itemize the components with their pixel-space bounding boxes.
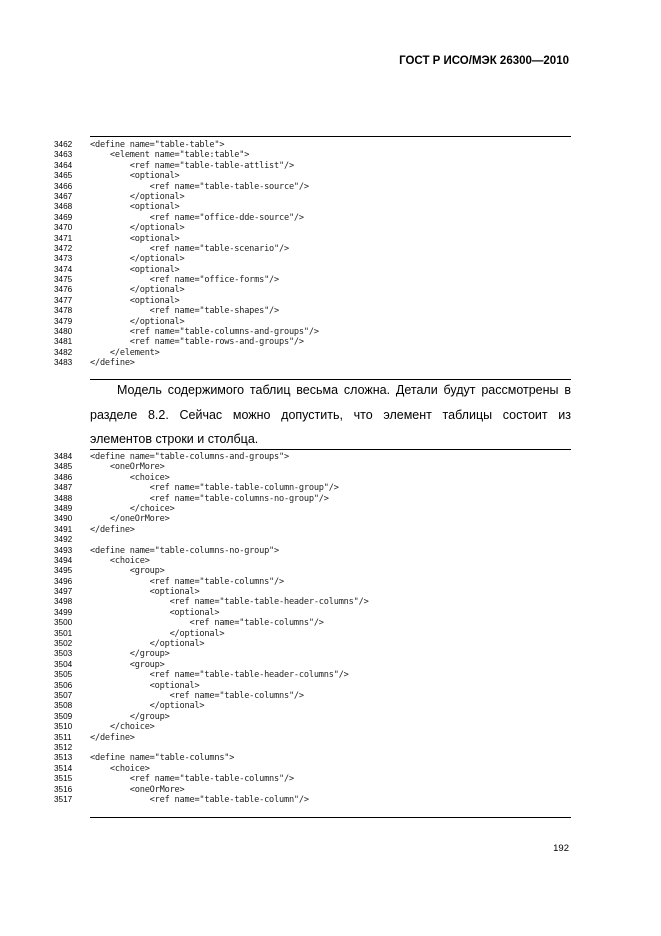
code-line <box>54 306 574 316</box>
line-number: 3514 <box>54 763 73 773</box>
code-text: <optional> <box>90 680 200 691</box>
line-number: 3482 <box>54 347 73 357</box>
line-number: 3464 <box>54 160 73 170</box>
code-text: <optional> <box>90 264 180 275</box>
line-number: 3475 <box>54 275 73 285</box>
line-number: 3487 <box>54 483 73 493</box>
line-number: 3479 <box>54 316 73 326</box>
code-text: <optional> <box>90 202 180 213</box>
code-text: <group> <box>90 566 165 577</box>
code-line <box>54 473 574 483</box>
code-text: <ref name="table-columns"/> <box>90 618 324 629</box>
document-header: ГОСТ Р ИСО/МЭК 26300—2010 <box>399 55 569 67</box>
line-number: 3484 <box>54 452 73 461</box>
code-text: <ref name="table-table-attlist"/> <box>90 160 294 171</box>
code-line <box>54 192 574 202</box>
code-line <box>54 254 574 264</box>
code-text: </define> <box>90 732 135 743</box>
line-number: 3496 <box>54 576 73 586</box>
code-text: </choice> <box>90 722 155 733</box>
code-line <box>54 649 574 659</box>
code-line <box>54 275 574 285</box>
line-number: 3502 <box>54 639 73 649</box>
code-text: <choice> <box>90 472 170 483</box>
line-number: 3491 <box>54 524 73 534</box>
code-text: </optional> <box>90 639 205 650</box>
code-line <box>54 140 574 150</box>
code-line <box>54 795 574 805</box>
line-number: 3474 <box>54 264 73 274</box>
code-text: <ref name="table-table-columns"/> <box>90 774 294 785</box>
code-text: <choice> <box>90 555 150 566</box>
line-number: 3516 <box>54 784 73 794</box>
code-text: <ref name="table-table-source"/> <box>90 181 309 192</box>
code-text: </optional> <box>90 628 225 639</box>
code-line <box>54 327 574 337</box>
code-line <box>54 764 574 774</box>
code-text: </define> <box>90 358 135 369</box>
code-line <box>54 660 574 670</box>
line-number: 3490 <box>54 514 73 524</box>
code-line <box>54 504 574 514</box>
code-text: <optional> <box>90 295 180 306</box>
line-number: 3507 <box>54 690 73 700</box>
code-line <box>54 462 574 472</box>
code-line <box>54 597 574 607</box>
code-text: <element name="table:table"> <box>90 150 250 161</box>
line-number: 3472 <box>54 243 73 253</box>
code-text: <ref name="table-table-column"/> <box>90 794 309 805</box>
line-number: 3463 <box>54 150 73 160</box>
top-rule-2 <box>90 449 571 450</box>
code-text: </optional> <box>90 285 185 296</box>
code-text: <ref name="table-table-header-columns"/> <box>90 597 369 608</box>
line-number: 3517 <box>54 794 73 804</box>
code-line <box>54 202 574 212</box>
line-number: 3471 <box>54 233 73 243</box>
code-line <box>54 670 574 680</box>
code-text: <ref name="table-table-header-columns"/> <box>90 670 349 681</box>
code-line <box>54 753 574 763</box>
code-line <box>54 182 574 192</box>
line-number: 3498 <box>54 597 73 607</box>
code-line <box>54 265 574 275</box>
line-number: 3493 <box>54 545 73 555</box>
line-number: 3466 <box>54 181 73 191</box>
line-number: 3478 <box>54 306 73 316</box>
code-line <box>54 337 574 347</box>
code-line <box>54 618 574 628</box>
line-number: 3462 <box>54 140 73 149</box>
code-text: </optional> <box>90 254 185 265</box>
code-text: <ref name="office-dde-source"/> <box>90 212 304 223</box>
line-number: 3481 <box>54 337 73 347</box>
line-number: 3469 <box>54 212 73 222</box>
code-text: <optional> <box>90 587 200 598</box>
code-line <box>54 587 574 597</box>
code-text: </group> <box>90 711 170 722</box>
code-text: <ref name="table-columns-no-group"/> <box>90 493 329 504</box>
code-text: </oneOrMore> <box>90 514 170 525</box>
line-number: 3503 <box>54 649 73 659</box>
code-text: </optional> <box>90 701 205 712</box>
code-text: </element> <box>90 347 160 358</box>
code-text: <ref name="table-rows-and-groups"/> <box>90 337 304 348</box>
line-number: 3473 <box>54 254 73 264</box>
line-number: 3476 <box>54 285 73 295</box>
line-number: 3497 <box>54 587 73 597</box>
line-number: 3494 <box>54 555 73 565</box>
code-line <box>54 556 574 566</box>
code-text: <ref name="table-table-column-group"/> <box>90 483 339 494</box>
line-number: 3465 <box>54 171 73 181</box>
code-text: <define name="table-columns-no-group"> <box>90 545 280 556</box>
line-number: 3488 <box>54 493 73 503</box>
code-line <box>54 244 574 254</box>
line-number: 3480 <box>54 327 73 337</box>
line-number: 3509 <box>54 711 73 721</box>
code-line <box>54 546 574 556</box>
code-line <box>54 171 574 181</box>
code-line <box>54 712 574 722</box>
code-line <box>54 358 574 368</box>
code-line <box>54 535 574 545</box>
code-text: <ref name="table-columns"/> <box>90 576 284 587</box>
line-number: 3504 <box>54 659 73 669</box>
line-number: 3513 <box>54 753 73 763</box>
code-text: <define name="table-columns-and-groups"> <box>90 452 289 462</box>
code-line <box>54 223 574 233</box>
code-line <box>54 774 574 784</box>
line-number: 3495 <box>54 566 73 576</box>
body-paragraph: Модель содержимого таблиц весьма сложна. Детали будут рассмотрены в разделе 8.2. Сейчас можно допустить, что элемент таблицы состоит из элементов строки и столбца. <box>90 383 571 446</box>
code-text: <ref name="table-columns-and-groups"/> <box>90 327 319 338</box>
code-line <box>54 733 574 743</box>
code-line <box>54 483 574 493</box>
line-number: 3500 <box>54 618 73 628</box>
line-number: 3506 <box>54 680 73 690</box>
code-line <box>54 681 574 691</box>
code-line <box>54 234 574 244</box>
code-text: <ref name="table-shapes"/> <box>90 306 280 317</box>
code-line <box>54 296 574 306</box>
code-line <box>54 785 574 795</box>
top-rule-1 <box>90 136 571 137</box>
code-line <box>54 629 574 639</box>
code-line <box>54 514 574 524</box>
code-text: <ref name="table-columns"/> <box>90 690 304 701</box>
line-number: 3511 <box>54 732 72 742</box>
code-line <box>54 701 574 711</box>
line-number: 3512 <box>54 742 73 752</box>
code-line <box>54 525 574 535</box>
code-text: <ref name="table-scenario"/> <box>90 243 289 254</box>
line-number: 3499 <box>54 607 73 617</box>
code-line <box>54 150 574 160</box>
code-line <box>54 161 574 171</box>
line-number: 3492 <box>54 535 73 545</box>
code-text: </optional> <box>90 223 185 234</box>
code-line <box>54 317 574 327</box>
code-line <box>54 691 574 701</box>
code-text: <define name="table-table"> <box>90 140 225 150</box>
code-text: </choice> <box>90 503 175 514</box>
line-number: 3477 <box>54 295 73 305</box>
code-line <box>54 494 574 504</box>
code-line <box>54 566 574 576</box>
code-line <box>54 722 574 732</box>
line-number: 3515 <box>54 774 73 784</box>
bottom-rule-2 <box>90 817 571 818</box>
line-number: 3486 <box>54 472 73 482</box>
line-number: 3508 <box>54 701 73 711</box>
code-line <box>54 608 574 618</box>
code-text: </optional> <box>90 316 185 327</box>
code-block-1 <box>54 140 574 369</box>
code-text: <oneOrMore> <box>90 462 165 473</box>
code-text: <optional> <box>90 233 180 244</box>
line-number: 3505 <box>54 670 73 680</box>
line-number: 3468 <box>54 202 73 212</box>
code-line <box>54 577 574 587</box>
line-number: 3485 <box>54 462 73 472</box>
line-number: 3483 <box>54 358 73 368</box>
code-text: <ref name="office-forms"/> <box>90 275 280 286</box>
code-block-2 <box>54 452 574 805</box>
code-text: <choice> <box>90 763 150 774</box>
code-line <box>54 743 574 753</box>
code-text: <oneOrMore> <box>90 784 185 795</box>
line-number: 3470 <box>54 223 73 233</box>
code-text: <define name="table-columns"> <box>90 753 235 764</box>
line-number: 3489 <box>54 503 73 513</box>
code-line <box>54 348 574 358</box>
page-number: 192 <box>553 843 569 854</box>
code-text: <group> <box>90 659 165 670</box>
code-text: </define> <box>90 524 135 535</box>
line-number: 3467 <box>54 191 73 201</box>
code-line <box>54 452 574 462</box>
code-line <box>54 639 574 649</box>
code-text: </group> <box>90 649 170 660</box>
code-text: <optional> <box>90 607 220 618</box>
code-line <box>54 285 574 295</box>
line-number: 3510 <box>54 722 73 732</box>
code-text: <optional> <box>90 171 180 182</box>
code-text: </optional> <box>90 191 185 202</box>
code-line <box>54 213 574 223</box>
line-number: 3501 <box>54 628 73 638</box>
